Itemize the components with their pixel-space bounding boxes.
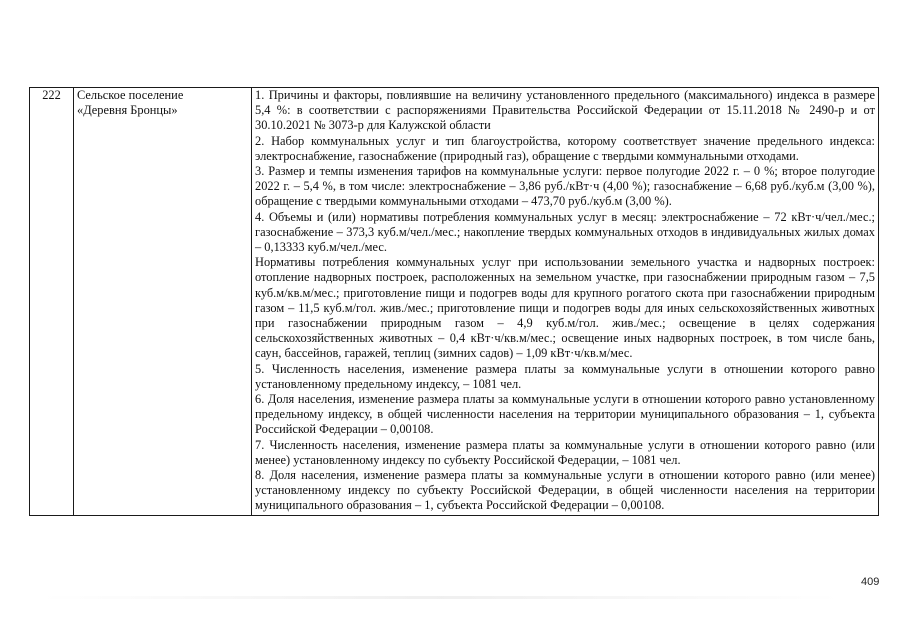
paragraph-4-volumes: 4. Объемы и (или) нормативы потребления коммунальных услуг в месяц: электроснабжение – 72 кВт·ч/чел./мес.; газоснабжение – 373,3 куб.м/чел./мес.; накопление твердых коммунальных отходов в индивидуальных жилых домах – 0,13333 куб.м/чел./мес. — [255, 209, 875, 255]
settlement-name-line-2: «Деревня Бронцы» — [77, 103, 178, 118]
paragraph-1-reasons: 1. Причины и факторы, повлиявшие на величину установленного предельного (максимального) индекса в размере 5,4 %: в соответствии с распоряжениями Правительства Российской Федерации от 15.11.2018 № 2490-р и от 30.10.2021 № 3073-р для Калужской области — [255, 88, 875, 133]
row-number-cell — [30, 88, 74, 516]
paragraph-3-tariffs: 3. Размер и темпы изменения тарифов на коммунальные услуги: первое полугодие 2022 г. – 0 %; второе полугодие 2022 г. – 5,4 %, в том числе: электроснабжение – 3,86 руб./кВт·ч (4,00 %); газоснабжение – 6,68 руб./куб.м (3,00 %), обращение с твердыми коммунальными отходами – 473,70 руб./куб.м (3,00 %). — [255, 164, 875, 209]
paragraph-6-share: 6. Доля населения, изменение размера платы за коммунальные услуги в отношении которого равно установленному предельному индексу, в общей численности населения на территории муниципального образования – 1, субъекта Российской Федерации – 0,00108. — [255, 392, 875, 437]
paragraph-land-norms: Нормативы потребления коммунальных услуг при использовании земельного участка и надворных построек: отопление надворных построек, расположенных на земельном участке, при газоснабжении природным газом – 7,5 куб.м/кв.м/мес.; приготовление пищи и подогрев воды для крупного рогатого скота при газоснабжении природным газом – 11,5 куб.м/гол. жив./мес.; приготовление пищи и подогрев воды для иных сельскохозяйственных животных при газоснабжении природным газом – 4,9 куб.м/гол. жив./мес.; освещение в целях содержания сельскохозяйственных животных – 0,4 кВт·ч/кв.м/мес.; освещение иных надворных построек, в том числе бань, саун, бассейнов, гаражей, теплиц (зимних садов) – 1,09 кВт·ч/кв.м/мес. — [255, 255, 875, 361]
settlement-name-line-1: Сельское поселение — [77, 88, 184, 102]
scan-artifact — [40, 596, 840, 599]
paragraph-2-services: 2. Набор коммунальных услуг и тип благоустройства, которому соответствует значение предельного индекса: электроснабжение, газоснабжение (природный газ), обращение с твердыми коммунальными отходами. — [255, 133, 875, 163]
row-number: 222 — [42, 88, 61, 102]
table-row — [30, 88, 879, 516]
settlement-name-cell — [74, 88, 252, 516]
data-table — [29, 87, 879, 516]
paragraph-8-share: 8. Доля населения, изменение размера платы за коммунальные услуги в отношении которого равно (или менее) установленному индексу по субъекту Российской Федерации, в общей численности населения на территории муниципального образования – 1, субъекта Российской Федерации – 0,00108. — [255, 468, 875, 513]
paragraph-7-population: 7. Численность населения, изменение размера платы за коммунальные услуги в отношении которого равно (или менее) установленному индексу по субъекту Российской Федерации, – 1081 чел. — [255, 437, 875, 467]
page-number: 409 — [861, 576, 880, 588]
paragraph-5-population: 5. Численность населения, изменение размера платы за коммунальные услуги в отношении которого равно установленному предельному индексу, – 1081 чел. — [255, 361, 875, 391]
description-cell — [252, 88, 879, 516]
